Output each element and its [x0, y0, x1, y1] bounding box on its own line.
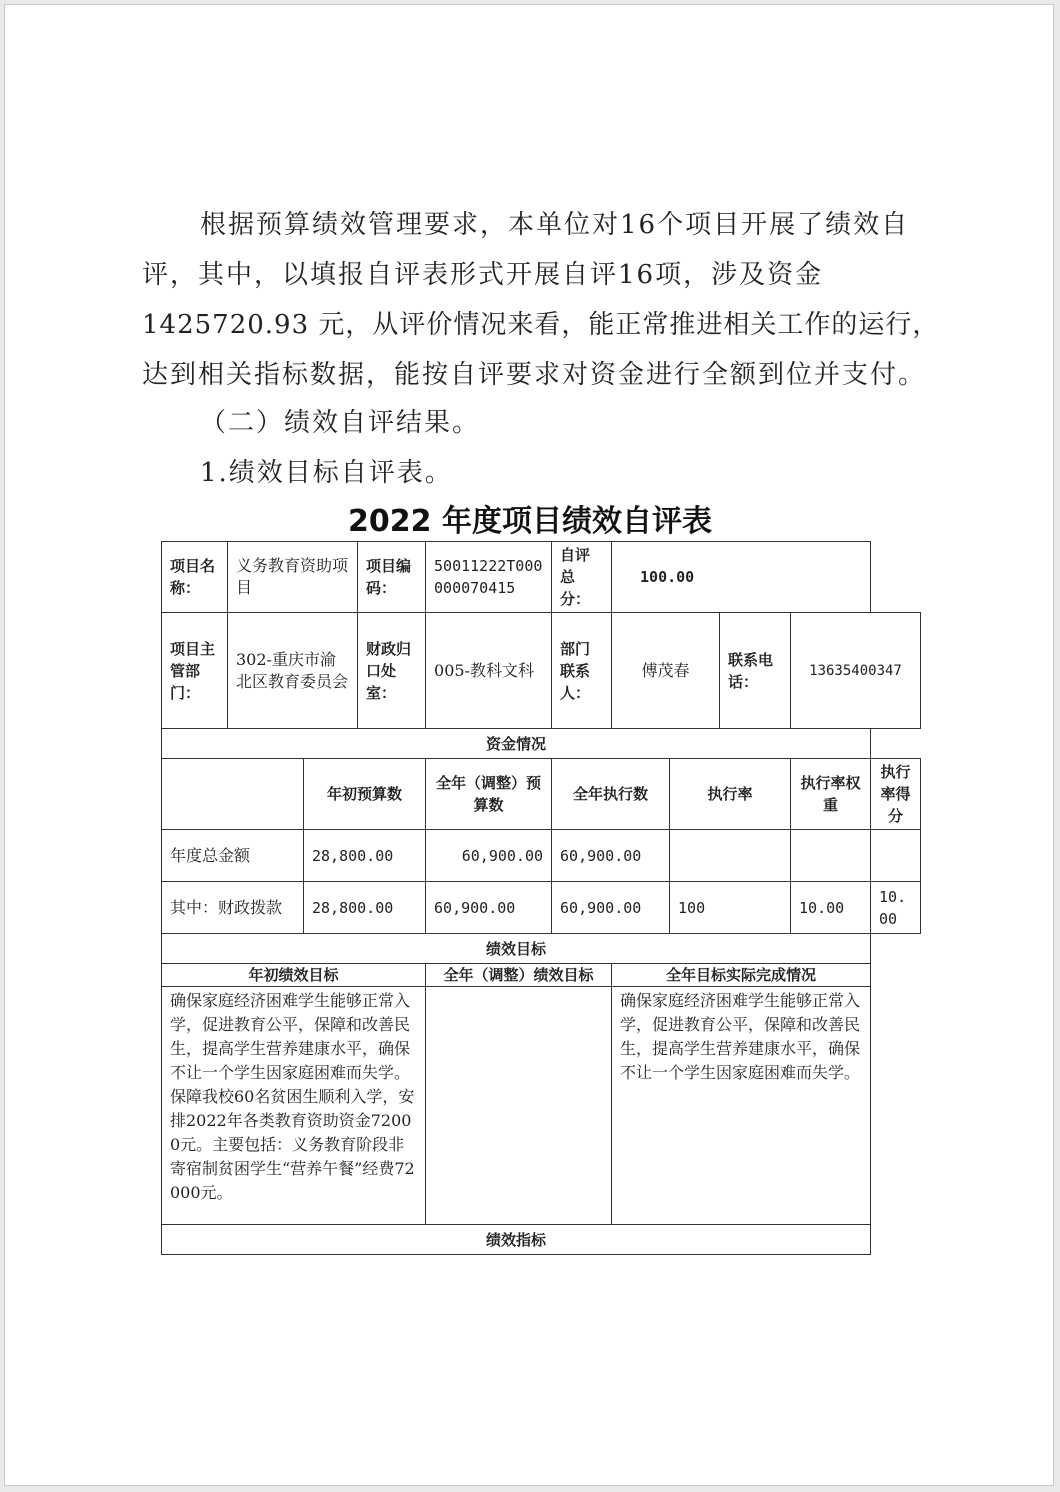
self-score-value: 100.00 — [612, 542, 871, 613]
funds-header-executed: 全年执行数 — [552, 759, 670, 830]
funds-header-execution-rate: 执行率 — [670, 759, 791, 830]
goals-header-initial: 年初绩效目标 — [162, 964, 426, 987]
goals-header-adjusted: 全年（调整）绩效目标 — [426, 964, 612, 987]
funds-row-fiscal-initial: 28,800.00 — [304, 882, 426, 934]
table-title: 2022 年度项目绩效自评表 — [348, 504, 712, 539]
goals-adjusted-text — [426, 987, 612, 1225]
goals-initial-text: 确保家庭经济困难学生能够正常入学，促进教育公平，保障和改善民生，提高学生营养建康水平，确保不让一个学生因家庭困难而失学。保障我校60名贫困生顺利入学，安排2022年各类教育资助资金72000元。主要包括：义务教育阶段非寄宿制贫困学生“营养午餐”经费72000元。 — [162, 987, 426, 1225]
funds-header-blank — [162, 759, 304, 830]
paragraph-line-4: 达到相关指标数据，能按自评要求对资金进行全额到位并支付。 — [142, 360, 927, 390]
funds-row-total-initial: 28,800.00 — [304, 830, 426, 882]
section-heading: （二）绩效自评结果。 — [200, 408, 481, 438]
funds-header-initial-budget: 年初预算数 — [304, 759, 426, 830]
funds-row-fiscal-weight: 10.00 — [791, 882, 871, 934]
funds-row-fiscal-rate: 100 — [670, 882, 791, 934]
subsection-heading: 1.绩效目标自评表。 — [200, 458, 453, 488]
project-name-value: 义务教育资助项目 — [228, 542, 358, 613]
funds-header-adjusted-budget: 全年（调整）预算数 — [426, 759, 552, 830]
indicators-section-title: 绩效指标 — [162, 1225, 871, 1255]
contact-value: 傅茂春 — [612, 613, 720, 729]
funds-row-total-adjusted: 60,900.00 — [426, 830, 552, 882]
finance-office-label: 财政归口处室： — [358, 613, 426, 729]
funds-row-total-score — [871, 830, 921, 882]
paragraph-line-1: 根据预算绩效管理要求，本单位对16个项目开展了绩效自 — [200, 210, 910, 240]
contact-label: 部门联系人： — [552, 613, 612, 729]
department-label: 项目主管部门： — [162, 613, 228, 729]
funds-header-rate-score: 执行率得分 — [871, 759, 921, 830]
funds-row-total-executed: 60,900.00 — [552, 830, 670, 882]
project-code-label: 项目编码： — [358, 542, 426, 613]
funds-row-fiscal-adjusted: 60,900.00 — [426, 882, 552, 934]
project-code-value: 50011222T000000070415 — [426, 542, 552, 613]
funds-header-rate-weight: 执行率权重 — [791, 759, 871, 830]
goals-header-actual: 全年目标实际完成情况 — [612, 964, 871, 987]
performance-evaluation-table — [161, 541, 921, 1255]
self-score-label: 自评总分： — [552, 542, 612, 613]
department-value: 302-重庆市渝北区教育委员会 — [228, 613, 358, 729]
paragraph-line-3: 1425720.93 元，从评价情况来看，能正常推进相关工作的运行， — [142, 310, 940, 340]
funds-row-total-weight — [791, 830, 871, 882]
goals-section-title: 绩效目标 — [162, 934, 871, 964]
funds-row-fiscal-score: 10.00 — [871, 882, 921, 934]
finance-office-value: 005-教科文科 — [426, 613, 552, 729]
funds-row-total-label: 年度总金额 — [162, 830, 304, 882]
funds-section-title: 资金情况 — [162, 729, 871, 759]
goals-actual-text: 确保家庭经济困难学生能够正常入学，促进教育公平，保障和改善民生，提高学生营养建康水平，确保不让一个学生因家庭困难而失学。 — [612, 987, 871, 1225]
funds-row-total-rate — [670, 830, 791, 882]
phone-label: 联系电话： — [720, 613, 791, 729]
project-name-label: 项目名称： — [162, 542, 228, 613]
funds-row-fiscal-executed: 60,900.00 — [552, 882, 670, 934]
paragraph-line-2: 评，其中，以填报自评表形式开展自评16项，涉及资金 — [142, 260, 824, 290]
funds-row-fiscal-label: 其中：财政拨款 — [162, 882, 304, 934]
phone-value: 13635400347 — [791, 613, 921, 729]
